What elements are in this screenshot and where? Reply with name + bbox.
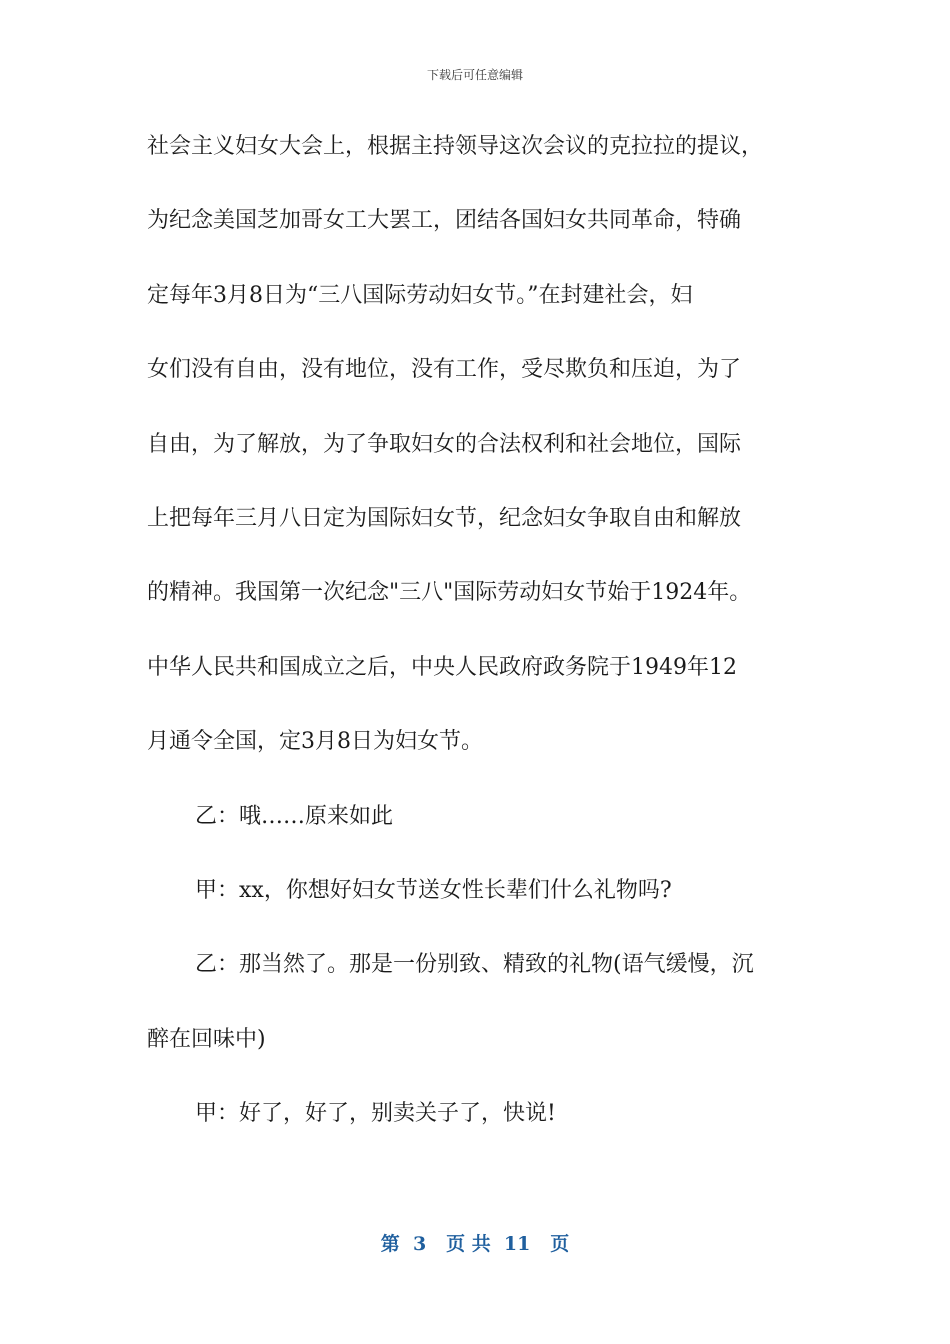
- body-line: 自由，为了解放，为了争取妇女的合法权利和社会地位，国际: [147, 432, 742, 457]
- body-line: 中华人民共和国成立之后，中央人民政府政务院于1949年12: [147, 655, 737, 680]
- dialogue-line: 乙：那当然了。那是一份别致、精致的礼物(语气缓慢，沉: [195, 952, 754, 977]
- body-line: 上把每年三月八日定为国际妇女节，纪念妇女争取自由和解放: [147, 506, 742, 531]
- page-number-footer: 第 3 页 共 11 页: [380, 1233, 570, 1255]
- dialogue-line: 乙：哦……原来如此: [195, 804, 394, 829]
- body-line: 的精神。我国第一次纪念"三八"国际劳动妇女节始于1924年。: [147, 580, 752, 605]
- body-line: 为纪念美国芝加哥女工大罢工，团结各国妇女共同革命，特确: [147, 208, 742, 233]
- dialogue-line: 甲：xx，你想好妇女节送女性长辈们什么礼物吗?: [195, 878, 672, 903]
- body-line: 女们没有自由，没有地位，没有工作，受尽欺负和压迫，为了: [147, 357, 742, 382]
- header-note: 下载后可任意编辑: [426, 68, 523, 82]
- body-line: 社会主义妇女大会上，根据主持领导这次会议的克拉拉的提议，: [147, 134, 764, 159]
- dialogue-line: 甲：好了，好了，别卖关子了，快说!: [195, 1101, 556, 1126]
- body-line: 月通令全国，定3月8日为妇女节。: [147, 729, 483, 754]
- body-line: 定每年3月8日为“三八国际劳动妇女节。”在封建社会，妇: [147, 283, 693, 308]
- body-line: 醉在回味中): [147, 1027, 266, 1052]
